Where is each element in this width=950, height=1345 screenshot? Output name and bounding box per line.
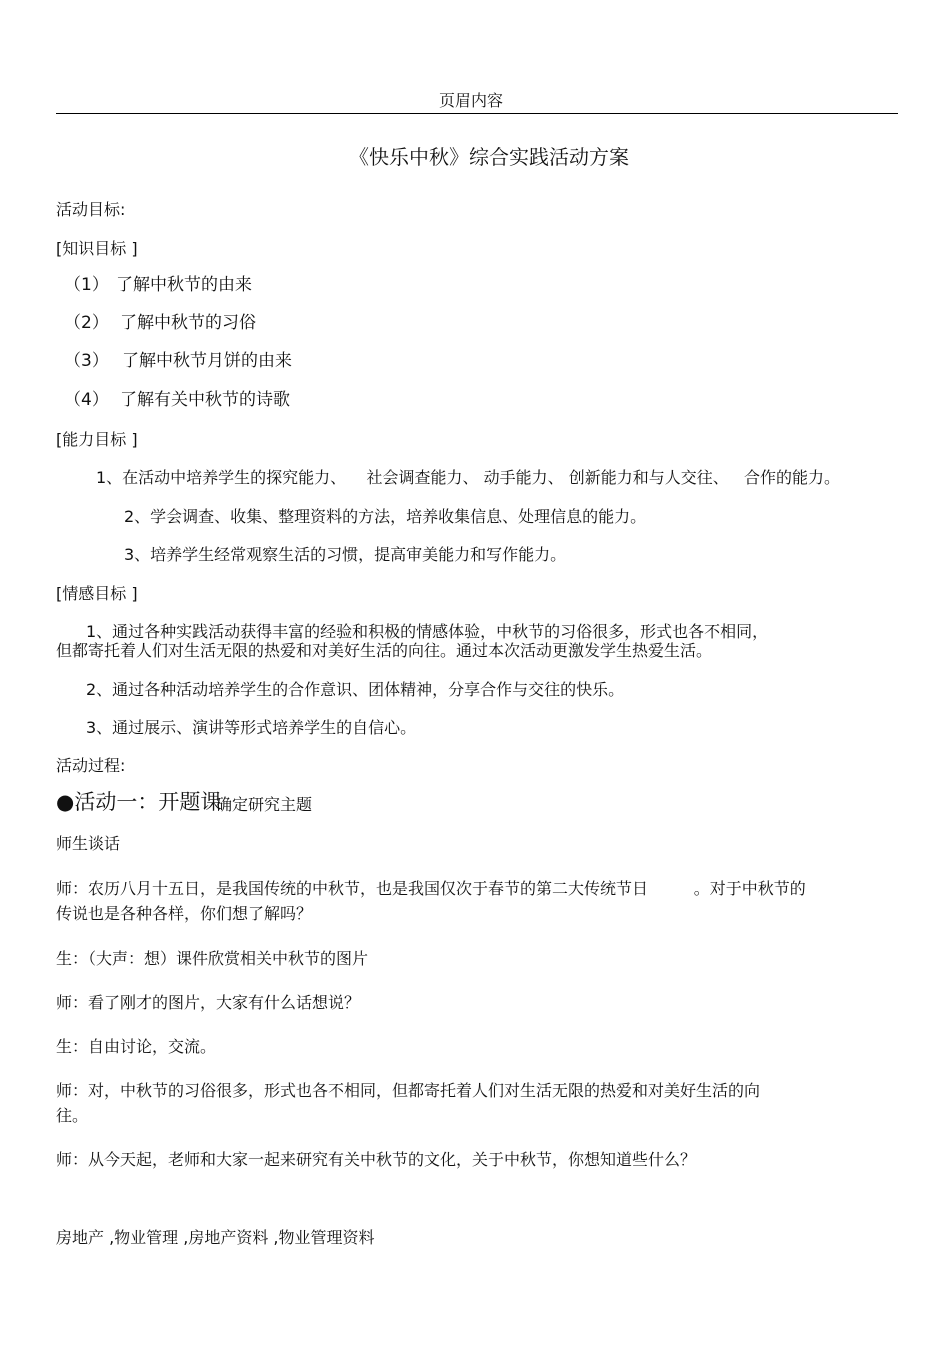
dialog-line: 生：自由讨论，交流。 (56, 1037, 217, 1056)
dialog-line: 师：对，中秋节的习俗很多，形式也各不相同，但都寄托着人们对生活无限的热爱和对美好生活的向 (56, 1081, 761, 1100)
dialog-line: 师：看了刚才的图片，大家有什么话想说？ (56, 993, 361, 1012)
ability-item: 2、学会调查、收集、整理资料的方法，培养收集信息、处理信息的能力。 (124, 507, 647, 526)
emotion-item: 3、通过展示、演讲等形式培养学生的自信心。 (86, 718, 417, 737)
item-number: （3） (64, 351, 109, 371)
emotion-goals-heading: [情感目标 ] (56, 584, 138, 603)
page-footer: 房地产 ,物业管理 ,房地产资料 ,物业管理资料 (56, 1228, 375, 1247)
emotion-item: 2、通过各种活动培养学生的合作意识、团体精神，分享合作与交往的快乐。 (86, 680, 625, 699)
document-title: 《快乐中秋》综合实践活动方案 (349, 145, 629, 169)
dialog-line: 生：（大声：想）课件欣赏相关中秋节的图片 (56, 949, 369, 968)
item-number: （1） (64, 275, 109, 295)
dialog-line: 往。 (56, 1106, 89, 1125)
item-text: 了解中秋节月饼的由来 (122, 351, 292, 371)
dialog-line: 师：农历八月十五日，是我国传统的中秋节，也是我国仅次于春节的第二大传统节日 。对于中秋节的 (56, 879, 806, 898)
emotion-item-line: 1、通过各种实践活动获得丰富的经验和积极的情感体验，中秋节的习俗很多，形式也各不相同， (86, 622, 769, 641)
knowledge-item (64, 353, 292, 370)
item-number: （2） (64, 313, 109, 333)
activity-title: ●活动一：开题课 (56, 790, 222, 814)
item-text: 了解中秋节的习俗 (120, 313, 256, 333)
dialog-line: 师：从今天起，老师和大家一起来研究有关中秋节的文化，关于中秋节，你想知道些什么？ (56, 1150, 697, 1169)
knowledge-item (64, 277, 252, 294)
item-number: （4） (64, 390, 109, 410)
knowledge-item (64, 392, 290, 409)
emotion-item-line: 但都寄托着人们对生活无限的热爱和对美好生活的向往。通过本次活动更激发学生热爱生活。 (56, 641, 713, 660)
ability-goals-heading: [能力目标 ] (56, 430, 138, 449)
ability-item: 1、在活动中培养学生的探究能力、 社会调查能力、 动手能力、 创新能力和与人交往、 合作的能力。 (96, 468, 840, 487)
talk-heading: 师生谈话 (56, 834, 121, 853)
knowledge-goals-heading: [知识目标 ] (56, 239, 138, 258)
goals-heading: 活动目标: (56, 200, 126, 219)
item-text: 了解有关中秋节的诗歌 (120, 390, 290, 410)
knowledge-item (64, 315, 256, 332)
activity-subtitle: 确定研究主题 (216, 795, 313, 814)
item-text: 了解中秋节的由来 (116, 275, 252, 295)
dialog-line: 传说也是各种各样，你们想了解吗？ (56, 904, 313, 923)
ability-item: 3、培养学生经常观察生活的习惯，提高审美能力和写作能力。 (124, 545, 567, 564)
page-header: 页眉内容 (439, 91, 504, 110)
process-heading: 活动过程: (56, 756, 126, 775)
header-divider (56, 113, 898, 114)
